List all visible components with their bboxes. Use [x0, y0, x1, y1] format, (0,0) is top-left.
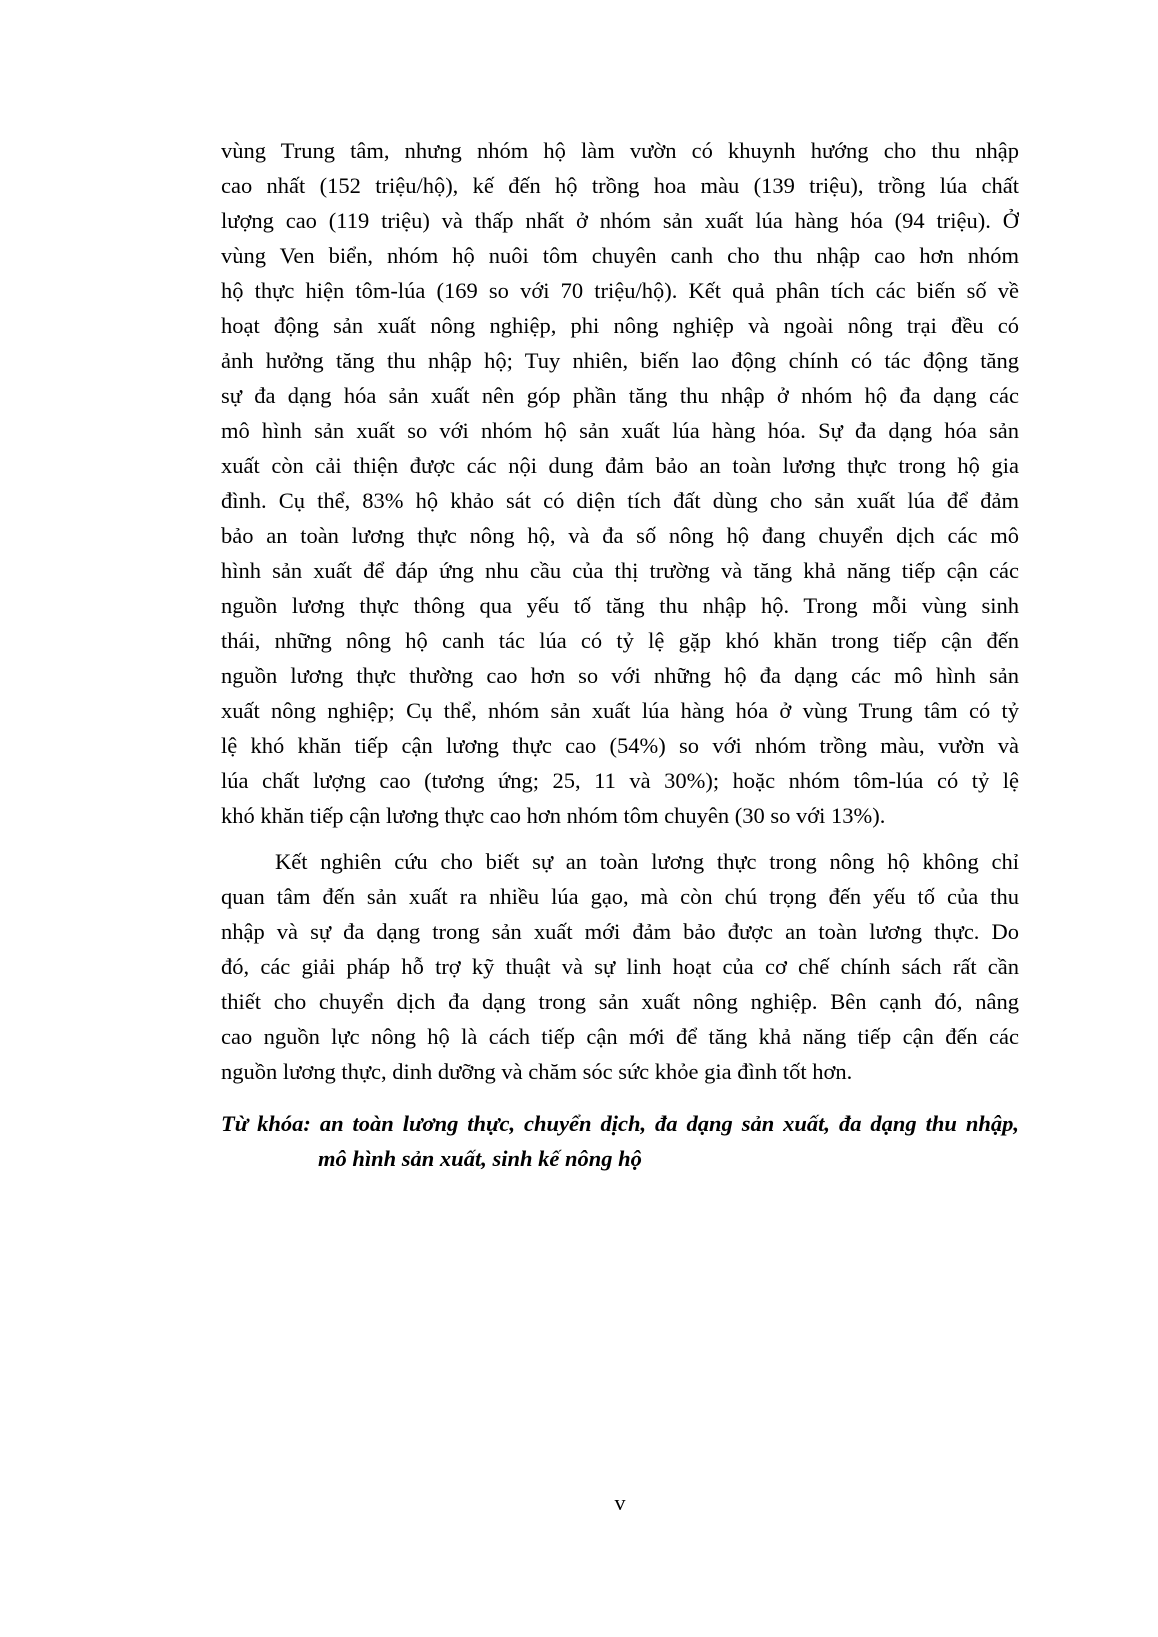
text-line: thái, những nông hộ canh tác lúa có tỷ lệ gặp khó khăn trong tiếp cận đến: [221, 628, 1019, 653]
text-line: xuất còn cải thiện được các nội dung đảm bảo an toàn lương thực trong hộ gia: [221, 453, 1019, 478]
text-line: hộ thực hiện tôm-lúa (169 so với 70 triệu/hộ). Kết quả phân tích các biến số về: [221, 278, 1019, 303]
text-line: khó khăn tiếp cận lương thực cao hơn nhóm tôm chuyên (30 so với 13%).: [221, 803, 886, 828]
text-line: quan tâm đến sản xuất ra nhiều lúa gạo, mà còn chú trọng đến yếu tố của thu: [221, 884, 1019, 909]
text-line: hình sản xuất để đáp ứng nhu cầu của thị trường và tăng khả năng tiếp cận các: [221, 558, 1019, 583]
text-line: vùng Ven biển, nhóm hộ nuôi tôm chuyên canh cho thu nhập cao hơn nhóm: [221, 243, 1019, 268]
text-line: Kết nghiên cứu cho biết sự an toàn lương thực trong nông hộ không chỉ: [275, 849, 1019, 874]
text-line: cao nguồn lực nông hộ là cách tiếp cận mới để tăng khả năng tiếp cận đến các: [221, 1024, 1019, 1049]
text-line: xuất nông nghiệp; Cụ thể, nhóm sản xuất lúa hàng hóa ở vùng Trung tâm có tỷ: [221, 698, 1019, 723]
text-line: lệ khó khăn tiếp cận lương thực cao (54%) so với nhóm trồng màu, vườn và: [221, 733, 1019, 758]
text-line: mô hình sản xuất so với nhóm hộ sản xuất lúa hàng hóa. Sự đa dạng hóa sản: [221, 418, 1019, 443]
abstract-paragraph-1: [221, 133, 1019, 833]
text-line: nhập và sự đa dạng trong sản xuất mới đảm bảo được an toàn lương thực. Do: [221, 919, 1019, 944]
text-line: nguồn lương thực, dinh dưỡng và chăm sóc sức khỏe gia đình tốt hơn.: [221, 1059, 853, 1084]
text-line: hoạt động sản xuất nông nghiệp, phi nông nghiệp và ngoài nông trại đều có: [221, 313, 1019, 338]
text-line: sự đa dạng hóa sản xuất nên góp phần tăng thu nhập ở nhóm hộ đa dạng các: [221, 383, 1019, 408]
abstract-paragraph-2: [221, 844, 1019, 1089]
text-line: Từ khóa: an toàn lương thực, chuyển dịch, đa dạng sản xuất, đa dạng thu nhập,: [221, 1111, 1019, 1136]
abstract-text-column: [221, 133, 1019, 1176]
text-line: lúa chất lượng cao (tương ứng; 25, 11 và 30%); hoặc nhóm tôm-lúa có tỷ lệ: [221, 768, 1019, 793]
text-line: nguồn lương thực thông qua yếu tố tăng thu nhập hộ. Trong mỗi vùng sinh: [221, 593, 1019, 618]
text-line: lượng cao (119 triệu) và thấp nhất ở nhóm sản xuất lúa hàng hóa (94 triệu). Ở: [221, 208, 1019, 233]
text-line: nguồn lương thực thường cao hơn so với những hộ đa dạng các mô hình sản: [221, 663, 1019, 688]
text-line: thiết cho chuyển dịch đa dạng trong sản xuất nông nghiệp. Bên cạnh đó, nâng: [221, 989, 1019, 1014]
keywords-paragraph: [221, 1106, 1019, 1176]
text-line: bảo an toàn lương thực nông hộ, và đa số nông hộ đang chuyển dịch các mô: [221, 523, 1019, 548]
text-line: đình. Cụ thể, 83% hộ khảo sát có diện tích đất dùng cho sản xuất lúa để đảm: [221, 488, 1019, 513]
text-line: ảnh hưởng tăng thu nhập hộ; Tuy nhiên, biến lao động chính có tác động tăng: [221, 348, 1019, 373]
page-number: v: [614, 1490, 626, 1515]
text-line: đó, các giải pháp hỗ trợ kỹ thuật và sự linh hoạt của cơ chế chính sách rất cần: [221, 954, 1019, 979]
text-line: cao nhất (152 triệu/hộ), kế đến hộ trồng hoa màu (139 triệu), trồng lúa chất: [221, 173, 1019, 198]
text-line: vùng Trung tâm, nhưng nhóm hộ làm vườn có khuynh hướng cho thu nhập: [221, 138, 1019, 163]
text-line: mô hình sản xuất, sinh kế nông hộ: [318, 1146, 642, 1171]
